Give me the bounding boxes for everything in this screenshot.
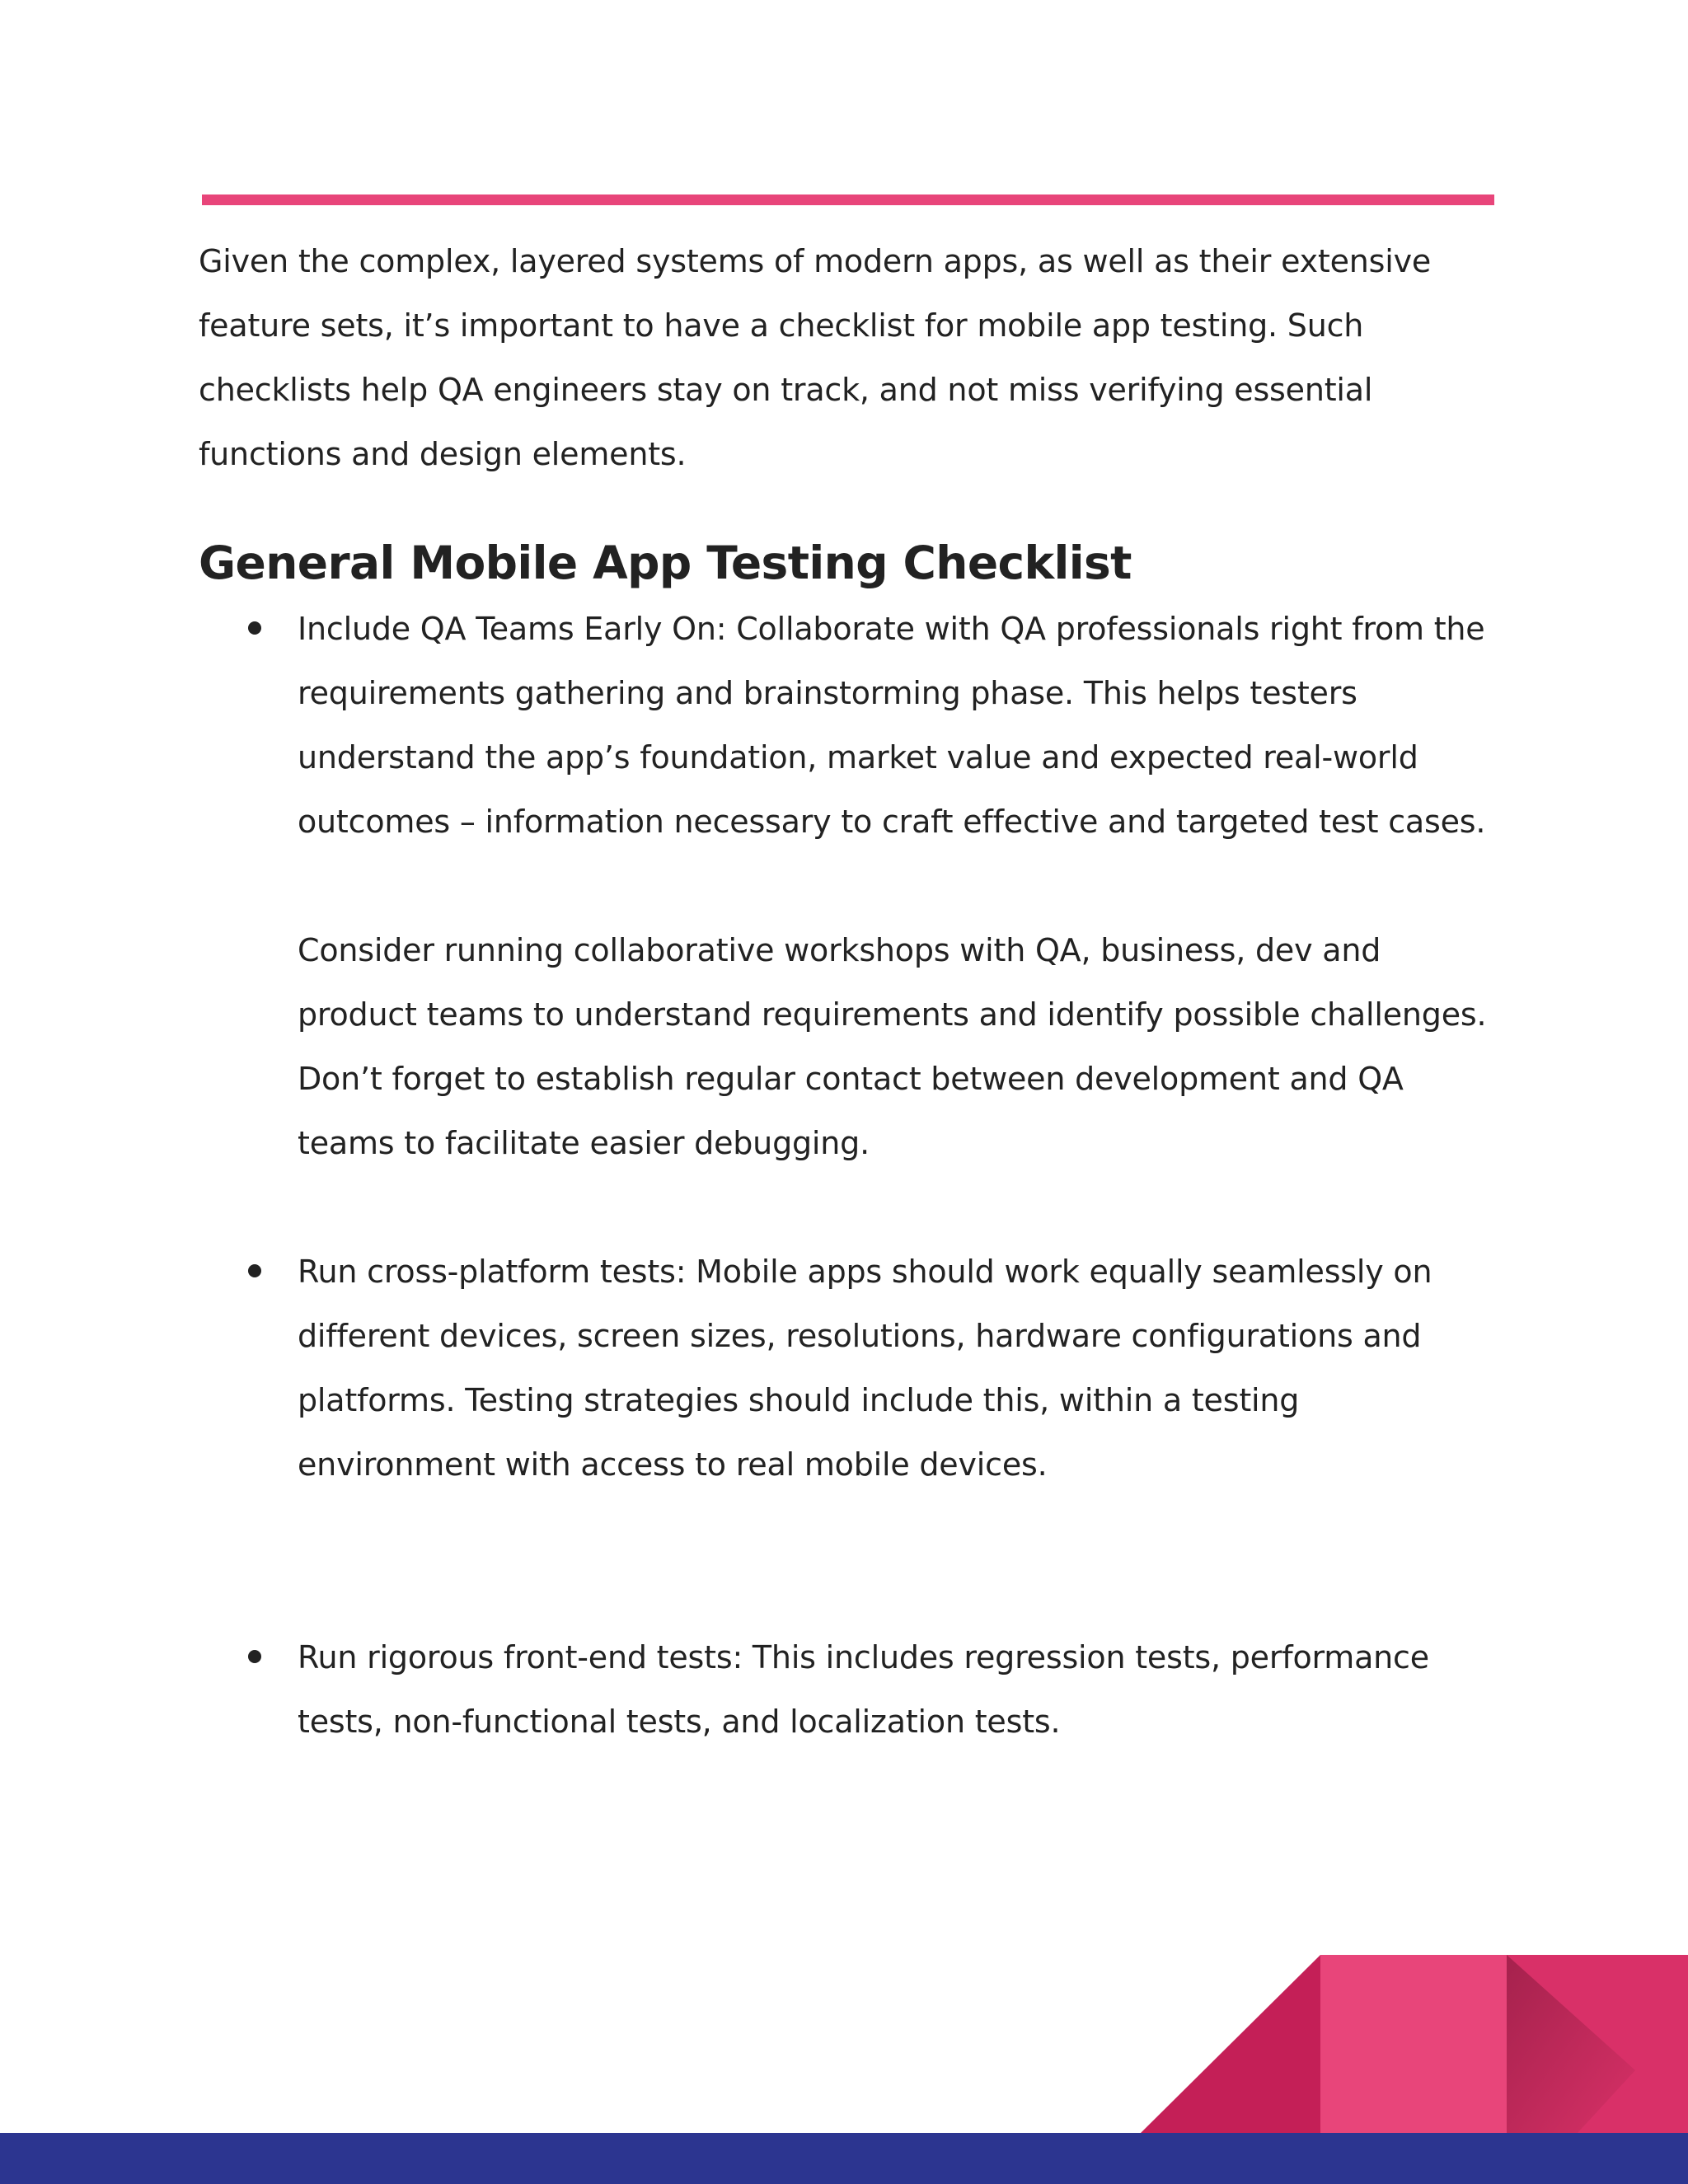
corner-dark-triangle [1141, 1955, 1320, 2133]
checklist-item-text: Run cross-platform tests: Mobile apps should work equally seamlessly on different devices, screen sizes, resolutions, hardware configurations and platforms. Testing strategies should include this, within a testing environment with access to real mobile devices. [298, 1254, 1432, 1483]
bullet-icon [248, 1264, 261, 1277]
corner-decoration [1141, 1955, 1688, 2133]
checklist-item-extra-text: Consider running collaborative workshops with QA, business, dev and product teams to understand requirements and identify possible challenges. Don’t forget to establish regular contact between development and QA teams to facilitate easier debugging. [298, 932, 1487, 1161]
footer-bar [0, 2133, 1688, 2184]
checklist-item [199, 1240, 1501, 1497]
section-heading: General Mobile App Testing Checklist [199, 537, 1132, 589]
checklist-item-text: Run rigorous front-end tests: This includes regression tests, performance tests, non-functional tests, and localization tests. [298, 1639, 1429, 1740]
checklist-item [199, 1625, 1501, 1754]
bullet-icon [248, 621, 261, 635]
intro-paragraph: Given the complex, layered systems of modern apps, as well as their extensive feature sets, it’s important to have a checklist for mobile app testing. Such checklists help QA engineers stay on track, and not miss verifying essential functions and design elements. [199, 243, 1432, 472]
checklist [199, 597, 1501, 1754]
checklist-item-text: Include QA Teams Early On: Collaborate with QA professionals right from the requirements gathering and brainstorming phase. This helps testers understand the app’s foundation, market value and expected real-world outcomes – information necessary to craft effective and targeted test cases. [298, 611, 1486, 840]
bullet-icon [248, 1650, 261, 1663]
top-accent-rule [202, 194, 1494, 205]
checklist-item [199, 597, 1501, 1175]
document-body [199, 229, 1501, 1754]
